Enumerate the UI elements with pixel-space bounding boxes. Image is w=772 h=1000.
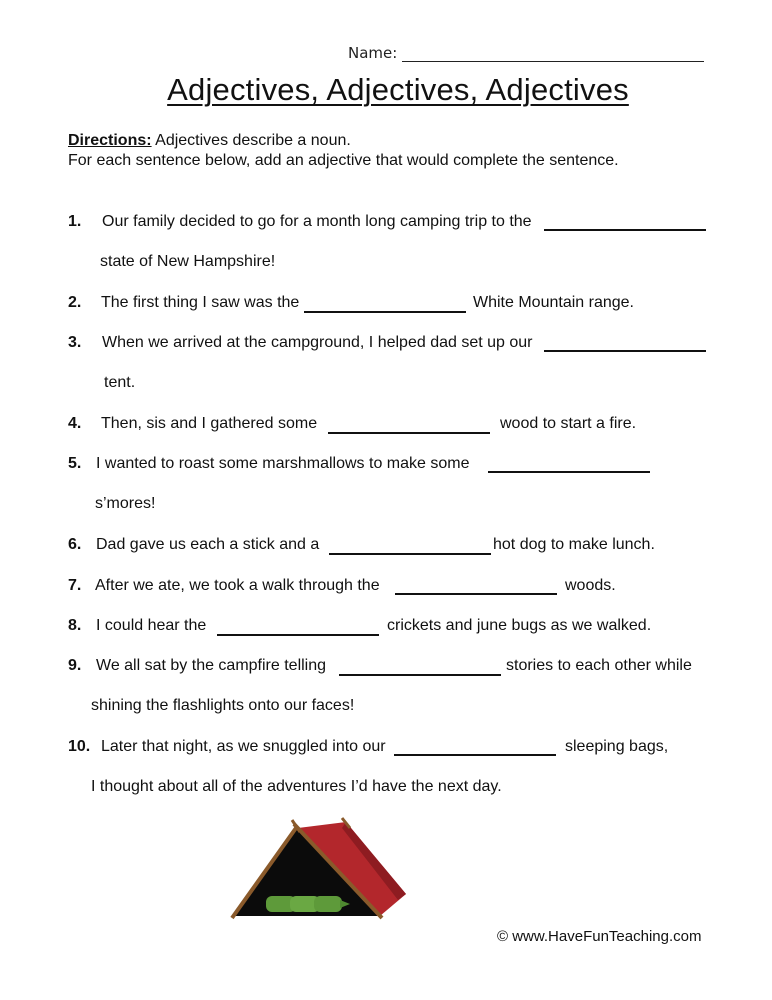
directions-label: Directions: — [68, 132, 152, 149]
item-text-after: hot dog to make lunch. — [493, 536, 655, 553]
item-text: Then, sis and I gathered some — [101, 415, 318, 432]
answer-blank[interactable] — [394, 754, 556, 756]
item-text: Our family decided to go for a month long camping trip to the — [102, 213, 532, 230]
item-continuation: I thought about all of the adventures I’d have the next day. — [91, 778, 502, 795]
answer-blank[interactable] — [395, 593, 557, 595]
item-continuation: shining the flashlights onto our faces! — [91, 697, 355, 714]
answer-blank[interactable] — [339, 674, 501, 676]
item-text: We all sat by the campfire telling — [96, 657, 327, 674]
answer-blank[interactable] — [488, 471, 650, 473]
item-number: 3. — [68, 334, 82, 351]
item-text: I wanted to roast some marshmallows to make some — [96, 455, 470, 472]
answer-blank[interactable] — [544, 350, 706, 352]
sleeping-bag — [314, 896, 342, 912]
directions-line1: Adjectives describe a noun. — [155, 132, 351, 149]
item-text-after: White Mountain range. — [473, 294, 634, 311]
item-text-after: sleeping bags, — [565, 738, 669, 755]
name-field[interactable] — [402, 61, 704, 62]
item-number: 7. — [68, 577, 82, 594]
tent-illustration — [228, 816, 410, 920]
item-text: The first thing I saw was the — [101, 294, 300, 311]
item-continuation: tent. — [104, 374, 136, 391]
answer-blank[interactable] — [544, 229, 706, 231]
item-text-after: stories to each other while — [506, 657, 692, 674]
answer-blank[interactable] — [217, 634, 379, 636]
page-title: Adjectives, Adjectives, Adjectives — [167, 72, 629, 107]
item-continuation: state of New Hampshire! — [100, 253, 276, 270]
item-continuation: s’mores! — [95, 495, 156, 512]
item-text: Dad gave us each a stick and a — [96, 536, 320, 553]
item-number: 8. — [68, 617, 82, 634]
answer-blank[interactable] — [329, 553, 491, 555]
item-number: 4. — [68, 415, 82, 432]
directions-line2: For each sentence below, add an adjective that would complete the sentence. — [68, 152, 619, 169]
item-number: 2. — [68, 294, 82, 311]
answer-blank[interactable] — [328, 432, 490, 434]
footer-copyright: © www.HaveFunTeaching.com — [497, 928, 702, 945]
item-text: I could hear the — [96, 617, 207, 634]
item-number: 6. — [68, 536, 82, 553]
item-text-after: crickets and june bugs as we walked. — [387, 617, 652, 634]
item-number: 10. — [68, 738, 91, 755]
answer-blank[interactable] — [304, 311, 466, 313]
item-text: Later that night, as we snuggled into our — [101, 738, 386, 755]
name-label: Name: — [348, 44, 398, 62]
item-number: 1. — [68, 213, 82, 230]
item-text: When we arrived at the campground, I helped dad set up our — [102, 334, 533, 351]
item-text: After we ate, we took a walk through the — [95, 577, 380, 594]
item-text-after: woods. — [565, 577, 616, 594]
item-text-after: wood to start a fire. — [500, 415, 637, 432]
item-number: 9. — [68, 657, 82, 674]
directions — [68, 131, 619, 171]
item-number: 5. — [68, 455, 82, 472]
